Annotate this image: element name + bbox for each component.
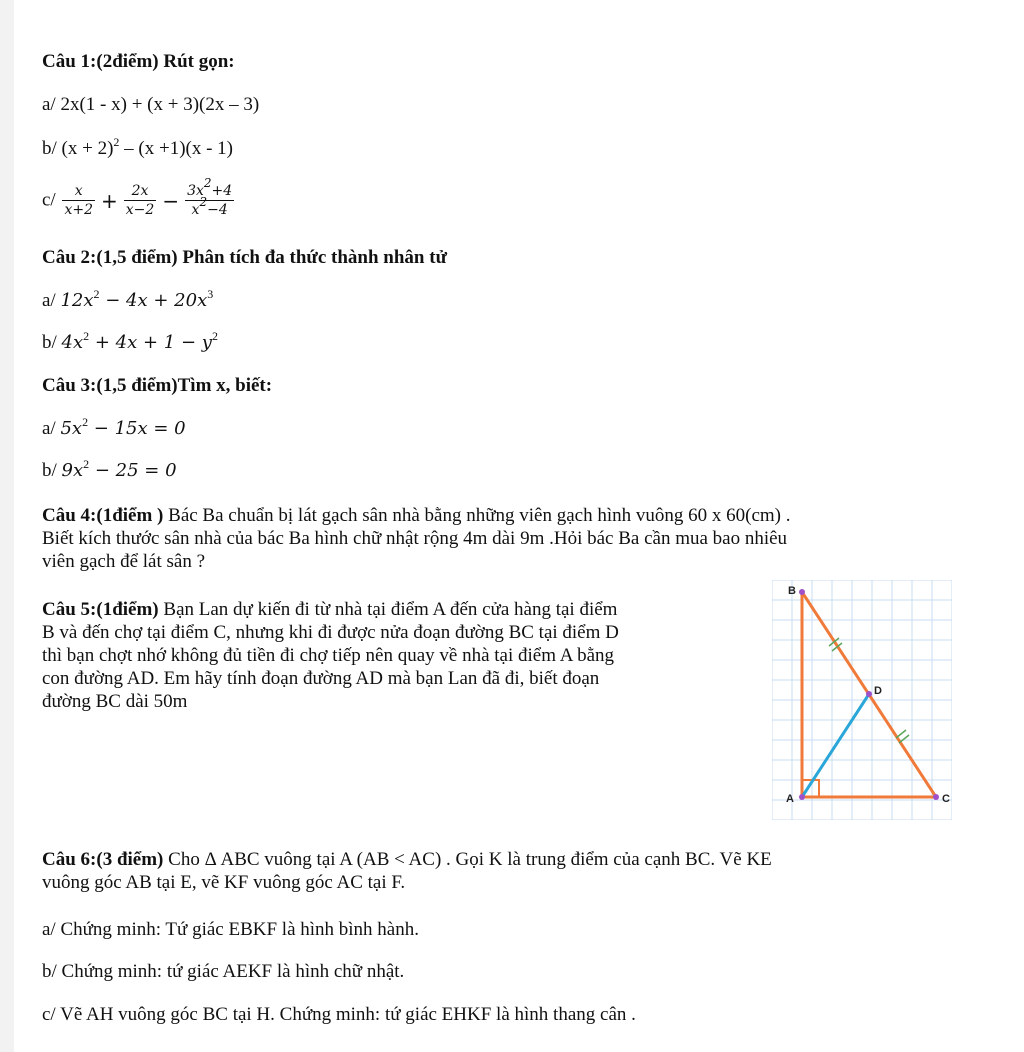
q6-a: a/ Chứng minh: Tứ giác EBKF là hình bình hành. xyxy=(42,919,419,940)
q3-b-p1: 9x xyxy=(61,460,84,481)
label-b: B xyxy=(788,585,796,597)
q5-line-3: thì bạn chợt nhớ không đủ tiền đi chợ tiếp nên quay về nhà tại điểm A bằng xyxy=(42,645,615,666)
q1-c-f3-num xyxy=(185,176,234,201)
q2-b-e1: 2 xyxy=(83,329,90,343)
q1-b-label: b/ xyxy=(42,138,57,159)
q1-b-expr-2: – (x +1)(x - 1) xyxy=(119,138,234,159)
q4-title: Câu 4:(1điểm ) xyxy=(42,505,164,526)
q5-line-4: con đường AD. Em hãy tính đoạn đường AD mà bạn Lan đã đi, biết đoạn xyxy=(42,668,600,689)
q1-c-op-1: + xyxy=(101,188,118,213)
figure-grid xyxy=(772,580,952,820)
q5-line-5: đường BC dài 50m xyxy=(42,691,188,712)
q2-a-p2: − 4x + 20x xyxy=(99,290,208,311)
q2-b-p1: 4x xyxy=(61,332,84,353)
q1-c-f3-num-exp: 2 xyxy=(203,176,212,191)
q5-triangle-figure xyxy=(772,580,952,820)
q3-a-p2: − 15x = 0 xyxy=(88,418,186,439)
q2-title: Câu 2:(1,5 điểm) Phân tích đa thức thành nhân tử xyxy=(42,247,447,268)
label-a: A xyxy=(786,793,794,805)
q1-c-label: c/ xyxy=(42,189,56,211)
q1-title: Câu 1:(2điểm) Rút gọn: xyxy=(42,51,235,72)
q1-c-fraction-2 xyxy=(124,182,157,219)
q1-b-exp: 2 xyxy=(113,135,120,149)
q5-title: Câu 5:(1điểm) xyxy=(42,599,159,620)
q1-c-f2-num: 2x xyxy=(124,182,157,201)
q4-line-2: Biết kích thước sân nhà của bác Ba hình chữ nhật rộng 4m dài 9m .Hỏi bác Ba cần mua bao nhiêu xyxy=(42,528,788,549)
q1-c-f3-den xyxy=(185,195,234,219)
q6-title: Câu 6:(3 điểm) xyxy=(42,849,164,870)
q2-a-p1: 12x xyxy=(60,290,94,311)
q1-c-f3-num-a: 3x xyxy=(187,183,204,200)
q4-paragraph xyxy=(42,504,791,573)
q3-a xyxy=(42,417,186,441)
q3-a-e1: 2 xyxy=(82,415,89,429)
point-a xyxy=(799,794,805,800)
q3-b-label: b/ xyxy=(42,460,57,481)
label-c: C xyxy=(942,793,950,805)
q3-b-p2: − 25 = 0 xyxy=(89,460,177,481)
q2-b-e2: 2 xyxy=(211,329,218,343)
q1-c-f3-den-exp: 2 xyxy=(199,195,208,210)
q6-line-2: vuông góc AB tại E, vẽ KF vuông góc AC tại F. xyxy=(42,872,406,893)
point-b xyxy=(799,589,805,595)
label-d: D xyxy=(874,685,882,697)
q1-c-f1-num: x xyxy=(62,182,95,201)
q2-a xyxy=(42,289,213,313)
q2-a-e1: 2 xyxy=(93,287,100,301)
q6-line-1: Cho Δ ABC vuông tại A (AB < AC) . Gọi K là trung điểm của cạnh BC. Vẽ KE xyxy=(163,849,772,870)
q2-b xyxy=(42,331,218,355)
q1-a xyxy=(42,93,259,117)
q6-paragraph xyxy=(42,848,772,894)
q1-c-f2-den: x−2 xyxy=(125,202,155,219)
q3-a-p1: 5x xyxy=(60,418,83,439)
q3-b-e1: 2 xyxy=(83,457,90,471)
q1-c-f3-num-b: +4 xyxy=(211,183,233,200)
point-c xyxy=(933,794,939,800)
q2-b-p2: + 4x + 1 − y xyxy=(89,332,212,353)
q1-c-f1-den: x+2 xyxy=(64,202,94,219)
q1-c-fraction-3 xyxy=(185,176,234,219)
q1-c-fraction-1 xyxy=(62,182,95,219)
q3-title: Câu 3:(1,5 điểm)Tìm x, biết: xyxy=(42,375,273,396)
q3-b xyxy=(42,459,177,483)
q1-a-label: a/ xyxy=(42,94,56,115)
q4-line-1: Bác Ba chuẩn bị lát gạch sân nhà bằng những viên gạch hình vuông 60 x 60(cm) . xyxy=(163,505,791,526)
q1-b-expr-1: (x + 2) xyxy=(61,138,114,159)
q5-line-2: B và đến chợ tại điểm C, nhưng khi đi được nửa đoạn đường BC tại điểm D xyxy=(42,622,619,643)
q1-b xyxy=(42,137,233,161)
q6-c: c/ Vẽ AH vuông góc BC tại H. Chứng minh: tứ giác EHKF là hình thang cân . xyxy=(42,1004,636,1025)
q3-a-label: a/ xyxy=(42,418,56,439)
q1-c-op-2: − xyxy=(162,188,180,213)
q2-a-label: a/ xyxy=(42,290,56,311)
q1-a-expr: 2x(1 - x) + (x + 3)(2x – 3) xyxy=(60,94,260,115)
q2-b-label: b/ xyxy=(42,332,57,353)
q1-c xyxy=(42,176,236,221)
q5-paragraph xyxy=(42,598,619,713)
q6-b: b/ Chứng minh: tứ giác AEKF là hình chữ nhật. xyxy=(42,961,405,982)
q1-c-f3-den-a: x xyxy=(191,202,200,219)
q5-line-1: Bạn Lan dự kiến đi từ nhà tại điểm A đến cửa hàng tại điểm xyxy=(158,599,618,620)
q2-a-e2: 3 xyxy=(207,287,214,301)
q1-c-f3-den-b: −4 xyxy=(207,202,228,219)
q4-line-3: viên gạch để lát sân ? xyxy=(42,551,206,572)
point-d xyxy=(866,691,872,697)
